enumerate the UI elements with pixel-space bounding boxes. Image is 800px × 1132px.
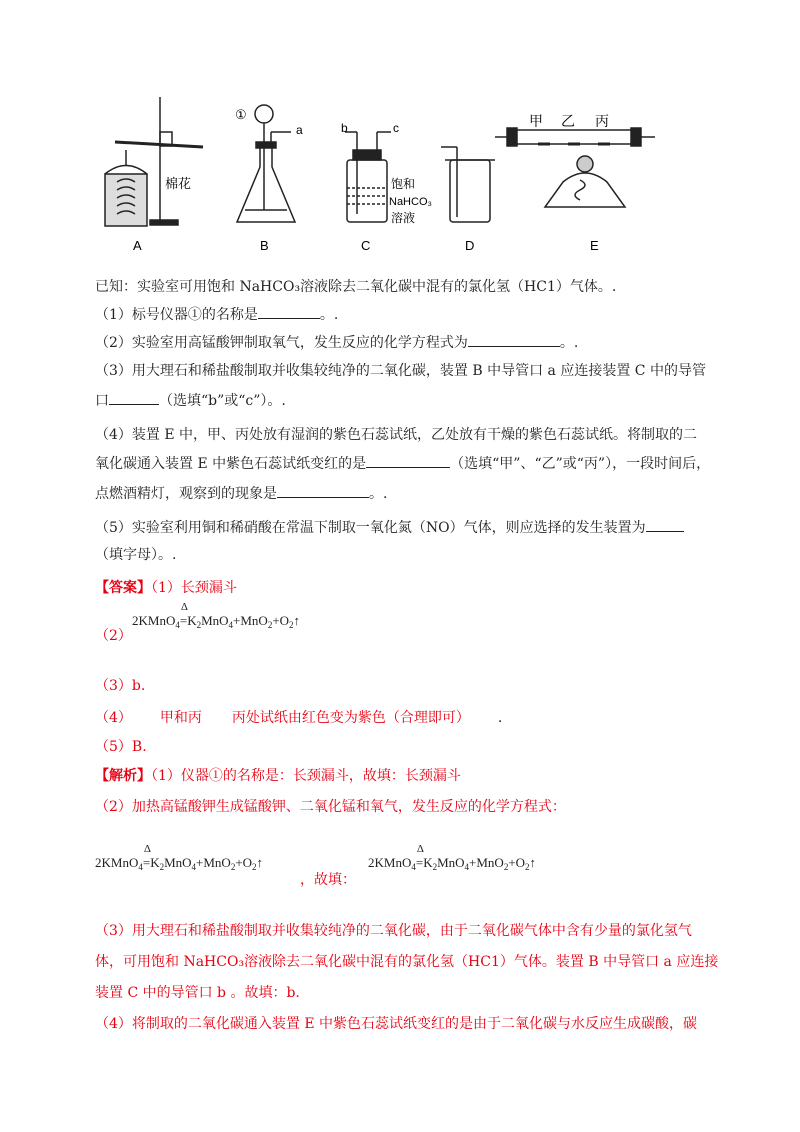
analysis-3-line-3: 装置 C 中的导管口 b 。故填：b. [95, 985, 300, 1001]
eq-sub: 4 [138, 862, 143, 872]
eq-sub: 2 [432, 862, 438, 872]
question-2-text: （2）实验室用高锰酸钾制取氧气，发生反应的化学方程式为 [95, 335, 468, 351]
eq-sub: 4 [464, 862, 470, 872]
analysis-1 [95, 766, 461, 786]
eq-k: K [150, 855, 160, 870]
answer-1-text: （1）长颈漏斗 [151, 580, 237, 596]
question-4-end: 。. [369, 486, 388, 502]
eq-o2: +O [272, 613, 290, 628]
apparatus-e [495, 128, 655, 207]
answer-4-part-2: 丙处试纸由红色变为紫色（合理即可） [231, 710, 470, 726]
question-2-end: 。. [559, 335, 579, 351]
answer-4 [95, 708, 502, 728]
letter-e: E [590, 238, 599, 253]
apparatus-a [105, 97, 203, 226]
question-5-line-2: （填字母）。. [95, 547, 177, 563]
question-1 [95, 304, 338, 325]
eq-delta: Δ [416, 843, 424, 855]
region-jia: 甲 [529, 113, 543, 129]
equation-answer [132, 601, 301, 630]
equation-analysis-1 [95, 843, 264, 872]
tube-label-b: b [341, 121, 348, 135]
eq-sub: 2 [503, 862, 509, 872]
analysis-1-text: （1）仪器①的名称是：长颈漏斗，故填：长颈漏斗 [151, 768, 461, 784]
eq-arrow: ↑ [293, 613, 301, 628]
apparatus-b [237, 105, 295, 222]
analysis-2-fill: ，故填： [300, 872, 356, 888]
eq-delta: Δ [143, 843, 151, 855]
circled-label-1: ① [235, 107, 247, 122]
eq-sub: 4 [411, 862, 416, 872]
answer-blank [109, 390, 159, 405]
question-3-prefix: 口 [95, 393, 109, 409]
question-4-line-1: （4）装置 E 中，甲、丙处放有湿润的紫色石蕊试纸，乙处放有干燥的紫色石蕊试纸。将制取的二 [95, 427, 698, 443]
question-1-end: 。. [319, 307, 339, 323]
apparatus-figure [95, 92, 655, 257]
label-cotton: 棉花 [165, 176, 192, 191]
eq-o2: +O [235, 855, 253, 870]
answer-4-dot: . [497, 710, 503, 726]
answer-1 [95, 578, 237, 598]
question-4-line-2 [95, 453, 710, 474]
answer-blank [468, 332, 560, 347]
region-yi: 乙 [561, 113, 575, 129]
answer-5: （5）B. [95, 739, 147, 755]
eq-mno2: +MnO [233, 613, 268, 628]
letter-b: B [260, 238, 269, 253]
question-4-choices: （选填“甲”、“乙”或“丙”），一段时间后， [450, 456, 711, 472]
eq-arrow: ↑ [256, 855, 264, 870]
eq-sub: 2 [230, 862, 236, 872]
letter-a: A [133, 238, 142, 253]
analysis-2: （2）加热高锰酸钾生成锰酸钾、二氧化锰和氧气，发生反应的化学方程式： [95, 799, 566, 815]
eq-sub: 2 [159, 862, 165, 872]
question-4-text: 氧化碳通入装置 E 中紫色石蕊试纸变红的是 [95, 456, 367, 472]
question-4-line-3 [95, 483, 387, 504]
eq-sub: 2 [289, 620, 294, 630]
eq-sub: 4 [228, 620, 234, 630]
eq-reactant: 2KMnO [368, 855, 412, 870]
eq-condition [179, 601, 188, 629]
question-4-phenomenon: 点燃酒精灯，观察到的现象是 [95, 486, 277, 502]
apparatus-d [441, 147, 495, 222]
eq-equals: = [179, 613, 188, 628]
equation-analysis-2 [368, 843, 537, 872]
eq-delta: Δ [180, 601, 188, 613]
eq-mno2: +MnO [469, 855, 504, 870]
question-5-text: （5）实验室利用铜和稀硝酸在常温下制取一氧化氮（NO）气体，则应选择的发生装置为 [95, 520, 646, 536]
tube-label-a: a [296, 123, 303, 137]
letter-d: D [465, 238, 475, 253]
eq-sub: 2 [525, 862, 530, 872]
eq-sub: 4 [175, 620, 180, 630]
question-3-line-2 [95, 390, 286, 411]
region-bing: 丙 [595, 113, 609, 129]
label-solution: 溶液 [391, 211, 416, 225]
label-saturated: 饱和 [391, 177, 416, 191]
question-1-text: （1）标号仪器①的名称是 [95, 307, 258, 323]
question-3-line-1: （3）用大理石和稀盐酸制取并收集较纯净的二氧化碳，装置 B 中导管口 a 应连接装置 C 中的导管 [95, 363, 706, 379]
answer-3: （3）b. [95, 678, 146, 694]
answer-blank [258, 304, 320, 319]
eq-reactant: 2KMnO [95, 855, 139, 870]
question-5-line-1 [95, 517, 684, 538]
eq-sub: 2 [196, 620, 202, 630]
eq-k: K [423, 855, 433, 870]
answer-blank [646, 517, 684, 532]
eq-sub: 2 [267, 620, 273, 630]
answer-4-label: （4） [95, 710, 132, 726]
answer-2-label: （2） [95, 628, 132, 644]
eq-mno4: MnO [201, 613, 229, 628]
eq-mno4: MnO [437, 855, 465, 870]
eq-condition [142, 843, 151, 871]
analysis-3-line-1: （3）用大理石和稀盐酸制取并收集较纯净的二氧化碳，由于二氧化碳气体中含有少量的氯化氢气 [95, 923, 692, 939]
analysis-3-line-2: 体，可用饱和 NaHCO₃溶液除去二氧化碳中混有的氯化氢（HC1）气体。装置 B 中导管口 a 应连接 [95, 954, 719, 970]
apparatus-c [345, 132, 391, 222]
eq-reactant: 2KMnO [132, 613, 176, 628]
eq-equals: = [142, 855, 151, 870]
answer-4-part-1: 甲和丙 [159, 710, 202, 726]
tube-label-c: c [393, 121, 399, 135]
eq-condition [415, 843, 424, 871]
analysis-4-line-1: （4）将制取的二氧化碳通入装置 E 中紫色石蕊试纸变红的是由于二氧化碳与水反应生成碳酸，碳 [95, 1016, 698, 1032]
letter-c: C [361, 238, 371, 253]
answer-tag: 【答案】 [95, 580, 151, 596]
eq-mno4: MnO [164, 855, 192, 870]
label-nahco3: NaHCO₃ [389, 196, 432, 208]
question-2 [95, 332, 578, 353]
analysis-tag: 【解析】 [95, 768, 151, 784]
eq-sub: 4 [191, 862, 197, 872]
apparatus-diagram [95, 92, 655, 257]
eq-o2: +O [508, 855, 526, 870]
eq-equals: = [415, 855, 424, 870]
eq-k: K [187, 613, 197, 628]
eq-mno2: +MnO [196, 855, 231, 870]
known-condition: 已知：实验室可用饱和 NaHCO₃溶液除去二氧化碳中混有的氯化氢（HC1）气体。. [95, 279, 617, 295]
question-3-suffix: （选填“b”或“c”）。. [159, 393, 286, 409]
answer-blank [277, 483, 369, 498]
eq-sub: 2 [252, 862, 257, 872]
answer-blank [366, 453, 450, 468]
eq-arrow: ↑ [529, 855, 537, 870]
